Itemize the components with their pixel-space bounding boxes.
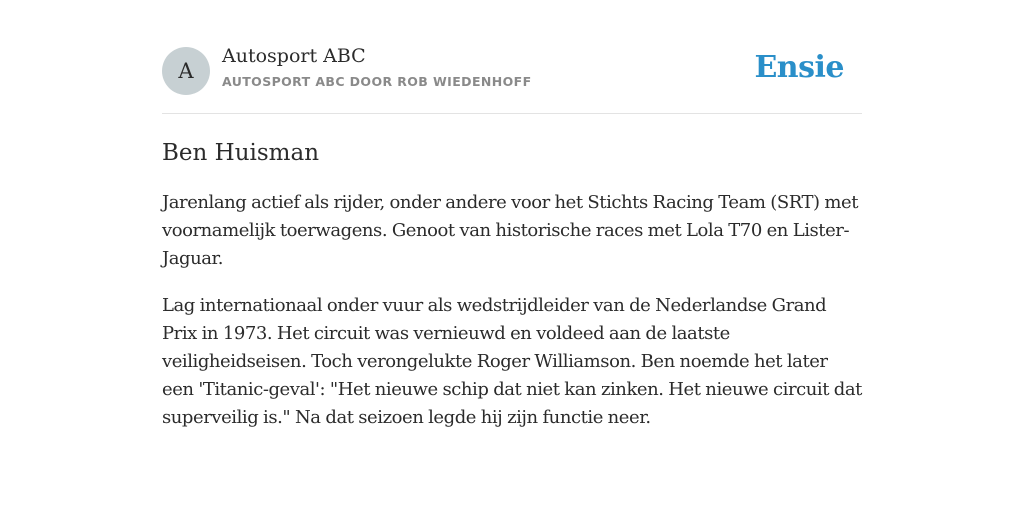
- article-paragraph-1: Jarenlang actief als rijder, onder andere voor het Stichts Racing Team (SRT) met voornamelijk toerwagens. Genoot van historische races met Lola T70 en Lister-Jaguar.: [162, 192, 859, 269]
- author-subtitle: AUTOSPORT ABC DOOR ROB WIEDENHOFF: [222, 74, 532, 89]
- article-page: [162, 0, 862, 432]
- ensie-logo[interactable]: Ensie: [754, 50, 844, 85]
- article-header: [162, 0, 862, 114]
- author-name[interactable]: Autosport ABC: [222, 45, 366, 67]
- article-paragraph-2: Lag internationaal onder vuur als wedstrijdleider van de Nederlandse Grand Prix in 1973. Het circuit was vernieuwd en voldeed aan de laatste veiligheidseisen. Toch verongelukte Roger Williamson. Ben noemde het later een 'Titanic-geval': "Het nieuwe schip dat niet kan zinken. Het nieuwe circuit dat superveilig is." Na dat seizoen legde hij zijn functie neer.: [162, 295, 862, 428]
- author-avatar[interactable]: A: [162, 47, 210, 95]
- article-title: Ben Huisman: [162, 140, 320, 166]
